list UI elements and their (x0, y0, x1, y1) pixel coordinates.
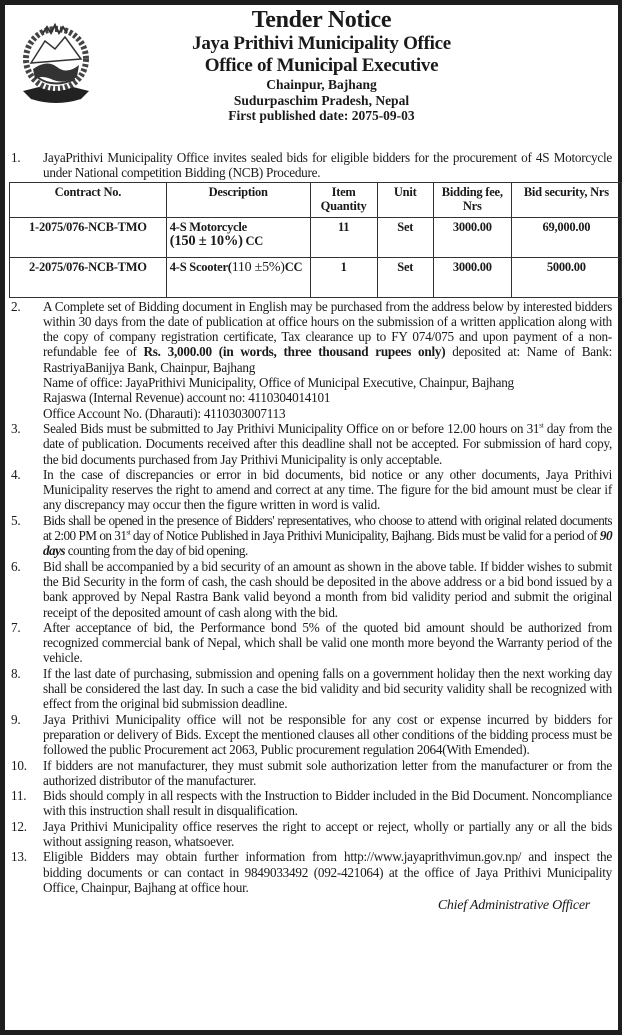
ordinal-suffix: st (126, 528, 130, 537)
bid-security: 69,000.00 (511, 217, 621, 257)
clause-number: 12. (11, 818, 27, 834)
clause-text-part: counting from the day of bid opening. (64, 543, 248, 559)
office-account-line: Office Account No. (Dharauti): 4110303007113 (43, 405, 286, 421)
description-line1: 4-S Motorcycle (169, 219, 247, 234)
clause-9 (7, 712, 616, 758)
contract-no: 1-2075/076-NCB-TMO (10, 217, 167, 257)
col-contract-no: Contract No. (10, 182, 167, 217)
col-unit: Unit (377, 182, 433, 217)
clause-text: Jaya Prithivi Municipality office will not be responsible for any cost or expense incurred by bidders for preparation or delivery of Bids. Except the mentioned clauses all other conditions of the bidding process must be followed the public Procurement act 2063, Public procurement regulation 2064(With Emended). (43, 711, 612, 758)
clause-number: 10. (11, 757, 27, 773)
clause-text: If bidders are not manufacturer, they must submit sole authorization letter from the manufacturer or from the authorized distributor of the manufacturer. (43, 757, 612, 788)
clause-number: 4. (11, 466, 21, 482)
clause-text (43, 513, 616, 559)
clause-number: 7. (11, 619, 21, 635)
clause-text: After acceptance of bid, the Performance bond 5% of the quoted bid amount should be authorized from recognized commercial bank of Nepal, which shall be valid one month more beyond the Warranty period of the vehicle. (43, 619, 612, 666)
clause-number: 1. (11, 150, 21, 165)
clause-text: In the case of discrepancies or error in bid documents, bid notice or any other documents, Jaya Prithivi Municipality reserves the right to amend and correct at any time. The figure for the bid amount must be clear if any discrepancy may occur then the figure written in word is valid. (43, 466, 612, 513)
unit: Set (377, 257, 433, 297)
clause-number: 11. (11, 788, 27, 804)
organization-name: Jaya Prithivi Municipality Office (192, 33, 451, 54)
clause-text: Bid shall be accompanied by a bid security of an amount as shown in the above table. If bidder wishes to submit the Bid Security in the form of cash, the cash should be deposited in the above address or a bid bond issued by a bank approved by Nepal Rastra Bank valid beyond a month from bid validity period and submit the original receipt of the deposited amount of cash along with the bid. (43, 558, 612, 620)
clause-number: 3. (11, 420, 21, 436)
contract-no: 2-2075/076-NCB-TMO (10, 257, 167, 297)
clause-6 (7, 559, 616, 620)
table-row (10, 217, 622, 257)
description-line1: 4-S Scooter( (169, 259, 232, 274)
bidding-fee: 3000.00 (433, 217, 511, 257)
clause-text: Jaya Prithivi Municipality office reserves the right to accept or reject, wholly or partially any or all the bids without assigning reason, whatsoever. (43, 818, 612, 849)
clause-10 (7, 758, 616, 789)
bidding-fee: 3000.00 (433, 257, 511, 297)
clause-11 (7, 788, 616, 819)
col-item-quantity: Item Quantity (310, 182, 377, 217)
description (166, 257, 310, 297)
table-row (10, 257, 622, 297)
clause-text-part: A Complete set of Bidding document in English may be purchased from the address below by interested bidders within 30 days from the date of publication at office hours on the submission of a written application along with the copy of company registration certificate, Tax clearance up to FY 074/075 and upon payment of a non-refundable fee of (43, 298, 612, 360)
clause-12 (7, 819, 616, 850)
office-name-line: Name of office: JayaPrithivi Municipality, Office of Municipal Executive, Chainpur, Bajhang (43, 375, 514, 391)
bid-security: 5000.00 (511, 257, 621, 297)
clause-number: 6. (11, 558, 21, 574)
description-spec: 110 ±5%) (231, 259, 285, 275)
notice-header (5, 7, 618, 124)
validity-period: 90 days (43, 528, 612, 559)
clause-text: If the last date of purchasing, submission and opening falls on a government holiday then the next working day shall be considered the last day. In such a case the bid validity and bid security validity shall be recognized with effect from the original bid submission deadline. (43, 665, 612, 712)
published-date: First published date: 2075-09-03 (228, 108, 415, 123)
clause-text-part: day of Notice Published in Jaya Prithivi Municipality, Bajhang. Bids must be valid for a period of (129, 528, 600, 544)
col-bidding-fee: Bidding fee, Nrs (433, 182, 511, 217)
notice-title: Tender Notice (251, 7, 392, 33)
clause-number: 13. (11, 849, 27, 865)
bid-table (9, 182, 622, 298)
item-quantity: 11 (310, 217, 377, 257)
table-header-row (10, 182, 622, 217)
province: Sudurpaschim Pradesh, Nepal (233, 92, 410, 108)
clause-text: JayaPrithivi Municipality Office invites sealed bids for eligible bidders for the procurement of 4S Motorcycle under National competition Bidding (NCB) Procedure. (43, 150, 612, 181)
col-description: Description (166, 182, 310, 217)
clause-text-part: day from the date of publication. Documents received after this deadline shall not be accepted. For submission of hard copy, the bid documents purchased from Jay Prithivi Municipality is only acceptable. (43, 420, 612, 467)
col-bid-security: Bid security, Nrs (511, 182, 621, 217)
location: Chainpur, Bajhang (266, 77, 377, 92)
description-unit: CC (242, 234, 264, 249)
clause-text-part: deposited at: Name of Bank: RastriyaBanijya Bank, Chainpur, Bajhang (43, 344, 612, 375)
description-spec: (150 ± 10%) (169, 233, 243, 250)
clause-text-part: Sealed Bids must be submitted to Jay Prithivi Municipality Office on or before 12.00 hours on 31 (43, 420, 540, 436)
clause-4 (7, 467, 616, 513)
clause-number: 2. (11, 298, 21, 314)
clause-2 (7, 299, 616, 421)
clause-13 (7, 849, 616, 895)
clause-text: Bids should comply in all respects with the Instruction to Bidder included in the Bid Document. Noncompliance with this instruction shall result in disqualification. (43, 788, 612, 819)
clause-8 (7, 666, 616, 712)
description (166, 217, 310, 257)
clause-5 (7, 513, 616, 559)
description-unit: CC (284, 259, 303, 274)
clause-text (43, 421, 616, 467)
clause-number: 5. (11, 512, 21, 528)
clause-number: 8. (11, 665, 21, 681)
clause-text: Eligible Bidders may obtain further information from http://www.jayaprithvimun.gov.np/ and inspect the bidding documents or can contact in 9849033492 (092-421064) at the office of Jaya Prithivi Municipality Office, Chainpur, Bajhang at office hour. (43, 849, 612, 895)
office-name: Office of Municipal Executive (204, 55, 439, 76)
clause-number: 9. (11, 711, 21, 727)
item-quantity: 1 (310, 257, 377, 297)
clause-3 (7, 421, 616, 467)
clause-text (43, 299, 616, 421)
revenue-account-line: Rajaswa (Internal Revenue) account no: 4110304014101 (43, 390, 331, 406)
ordinal-suffix: st (539, 421, 544, 430)
notice-body (7, 150, 616, 913)
clause-1 (7, 150, 616, 181)
signature: Chief Administrative Officer (437, 898, 590, 914)
clause-7 (7, 620, 616, 666)
unit: Set (377, 217, 433, 257)
clause-text-part: Bids shall be opened in the presence of Bidders' representatives, who choose to attend with original related documents at 2:00 PM on 31 (43, 512, 612, 544)
fee-amount: Rs. 3,000.00 (in words, three thousand rupees only) (143, 344, 446, 360)
